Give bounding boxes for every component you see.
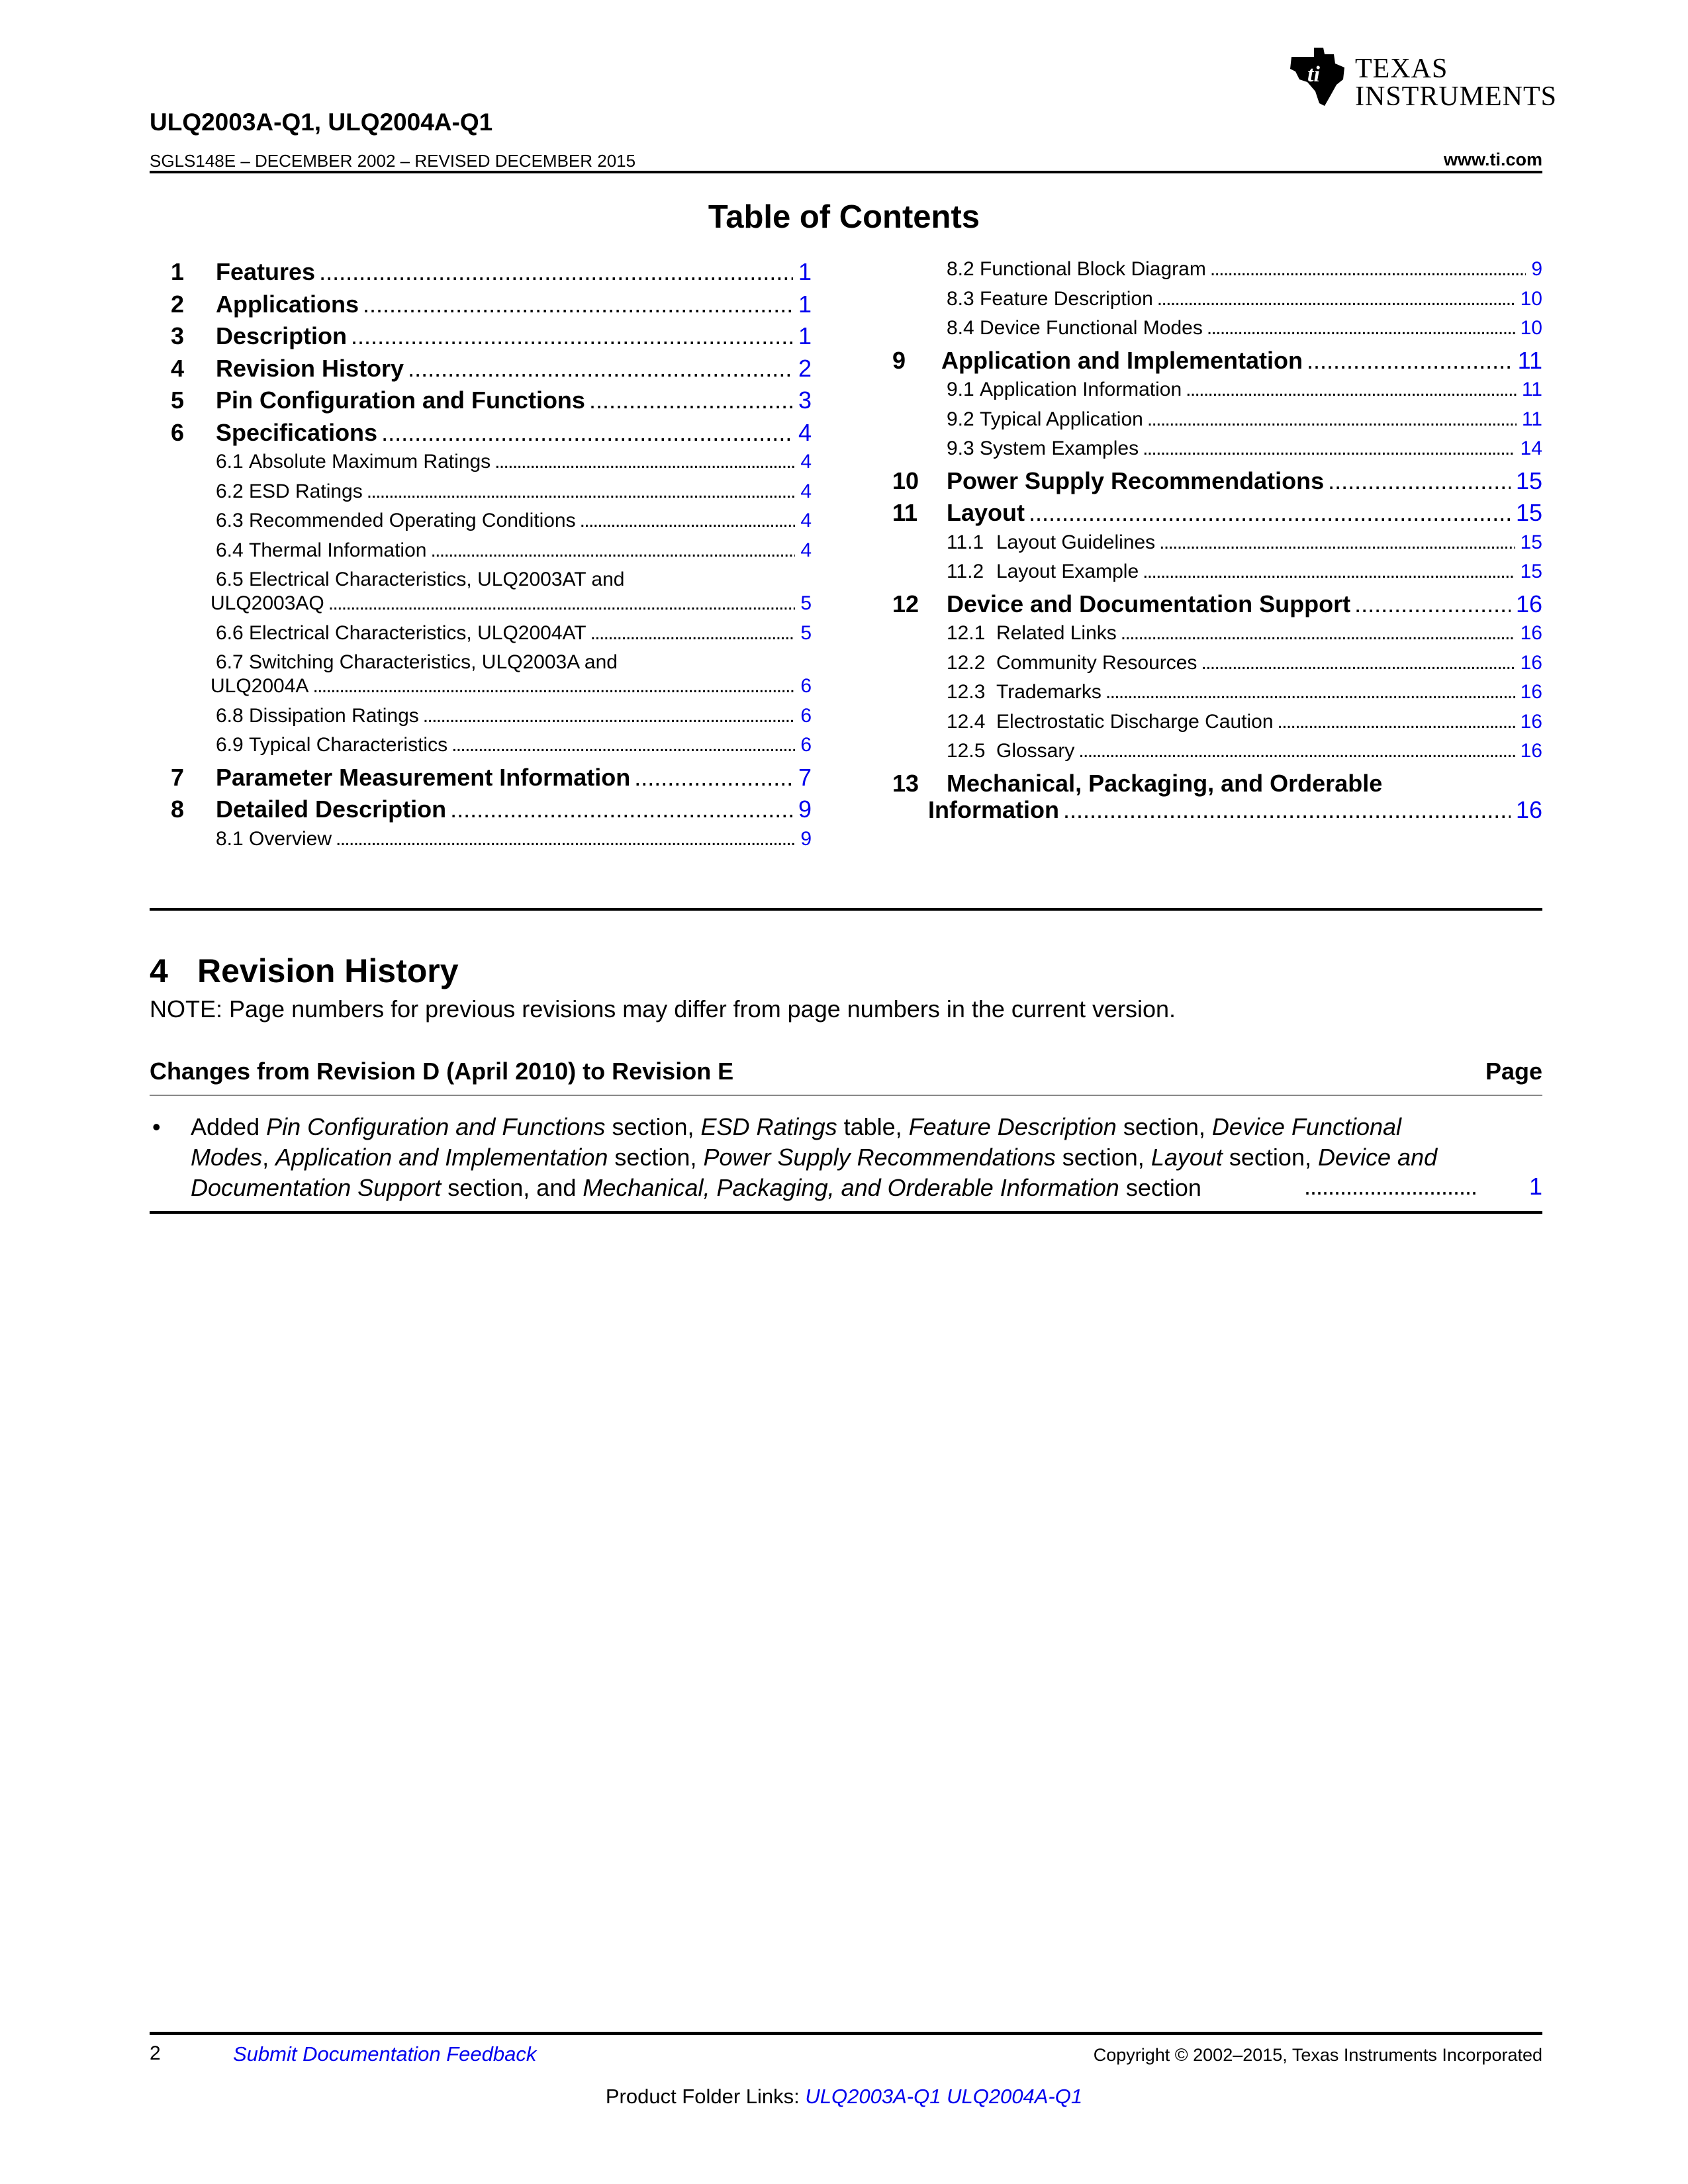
toc-entry-label-continued: ULQ2004A [211,675,309,697]
toc-entry-label: Device and Documentation Support [947,590,1351,617]
toc-page-link[interactable]: 4 [800,510,812,531]
toc-page-link[interactable]: 6 [800,734,812,756]
toc-page-link[interactable]: 1 [798,258,812,285]
toc-entry[interactable] [880,769,1542,823]
toc-page-link[interactable]: 16 [1520,681,1542,703]
revision-note: NOTE: Page numbers for previous revisions may differ from page numbers in the current version. [150,995,1176,1023]
toc-entry[interactable] [150,796,812,825]
toc-entry-label: Application Information [980,379,1182,400]
toc-entry-number: 9.1 [947,379,974,400]
toc-entry[interactable] [150,622,812,649]
toc-leader-dots [1210,258,1526,281]
toc-leader-dots [1063,796,1511,824]
toc-leader-dots [1143,437,1515,460]
toc-entry-label: Typical Characteristics [249,734,448,756]
site-url: www.ti.com [1443,150,1542,169]
toc-page-link[interactable]: 1 [798,322,812,349]
header-divider [150,171,1542,173]
toc-page-link[interactable]: 1 [798,290,812,318]
toc-page-link[interactable]: 16 [1515,590,1542,617]
toc-entry-label: Switching Characteristics, ULQ2003A and [249,651,618,673]
toc-entry-label: Recommended Operating Conditions [249,510,576,531]
toc-entry-label: Functional Block Diagram [980,258,1206,280]
toc-leader-dots [1307,347,1513,375]
toc-entry[interactable] [150,539,812,566]
change-text-part: section, [605,1113,701,1140]
toc-entry[interactable] [150,419,812,448]
change-leader-dots: ............................. [1304,1173,1477,1200]
toc-entry[interactable] [880,288,1542,314]
toc-entry-number: 6.3 [216,510,244,531]
toc-entry-label: Applications [216,290,359,318]
toc-entry-label: Layout Guidelines [996,531,1156,553]
toc-leader-dots [363,291,793,318]
change-italic-ref: ESD Ratings [700,1113,837,1140]
folder-link-ulq2003a[interactable]: ULQ2003A-Q1 [805,2085,941,2108]
toc-page-link[interactable]: 10 [1520,287,1542,310]
toc-page-link[interactable]: 15 [1515,467,1542,494]
toc-leader-dots [1157,288,1515,310]
toc-entry-label: Layout Example [996,561,1139,582]
toc-entry[interactable] [150,480,812,507]
toc-page-link[interactable]: 4 [800,539,812,561]
toc-entry[interactable] [150,764,812,793]
toc-entry-label: Electrical Characteristics, ULQ2004AT [249,621,586,644]
change-text-part: section, [608,1144,704,1171]
section-number: 4 [150,952,168,989]
toc-entry-label: Parameter Measurement Information [216,763,631,791]
toc-leader-dots [423,705,796,727]
toc-page-link[interactable]: 2 [798,354,812,382]
toc-entry[interactable] [150,291,812,320]
toc-entry[interactable] [150,705,812,731]
toc-leader-dots [634,764,793,792]
toc-leader-dots [351,322,793,350]
toc-leader-dots [328,592,796,615]
toc-entry-number: 6.4 [216,539,244,561]
toc-page-link[interactable]: 11 [1521,408,1542,430]
toc-entry-number: 12.3 [947,681,986,703]
ti-logo [1288,45,1558,112]
toc-entry-number: 2 [171,290,185,318]
change-text-part: , [262,1144,276,1171]
toc-leader-dots [1029,499,1511,527]
toc-entry-label: Revision History [216,354,404,382]
change-italic-ref: Layout [1150,1144,1223,1171]
toc-leader-dots [1328,467,1511,495]
toc-entry-number: 6.6 [216,621,244,644]
toc-entry-number: 6.5 [216,569,244,590]
toc-entry[interactable] [880,531,1542,558]
toc-leader-dots [1078,740,1515,762]
toc-page-link[interactable]: 15 [1520,561,1542,582]
toc-page-link[interactable]: 6 [800,675,812,697]
toc-title: Table of Contents [708,199,980,235]
toc-page-link[interactable]: 9 [800,827,812,850]
toc-leader-dots [494,451,795,473]
toc-entry-label: Power Supply Recommendations [947,467,1325,494]
bullet-icon: • [152,1113,161,1140]
toc-entry[interactable] [880,347,1542,376]
toc-leader-dots [1201,652,1515,674]
toc-entry[interactable] [150,569,812,614]
toc-leader-dots [580,510,796,532]
toc-entry-number: 7 [171,763,185,791]
toc-entry-number: 6.1 [216,451,244,473]
toc-page-link[interactable]: 15 [1515,499,1542,526]
texas-state-logo-icon [1288,45,1348,108]
svg-text:ti: ti [1307,62,1320,87]
change-text-part: table, [837,1113,909,1140]
toc-page-link[interactable]: 16 [1520,740,1542,762]
toc-page-link[interactable]: 7 [798,763,812,791]
toc-entry-label: Application and Implementation [941,346,1303,374]
toc-page-link[interactable]: 9 [1531,258,1542,280]
toc-entry-label: Specifications [216,418,378,446]
toc-entry-number: 8.1 [216,827,244,850]
toc-page-link[interactable]: 16 [1520,651,1542,674]
toc-leader-dots [1207,317,1515,340]
toc-entry-label: Electrical Characteristics, ULQ2003AT and [249,569,625,590]
toc-entry[interactable] [150,828,812,854]
toc-leader-dots [381,419,793,447]
toc-page-link[interactable]: 11 [1517,346,1542,374]
copyright: Copyright © 2002–2015, Texas Instruments Incorporated [1093,2045,1542,2065]
toc-entry-label: Overview [249,827,332,850]
toc-entry[interactable] [150,387,812,416]
toc-entry-label: Typical Application [980,408,1143,430]
toc-leader-dots [1159,531,1515,554]
toc-entry[interactable] [880,711,1542,737]
toc-leader-dots [1186,379,1517,401]
toc-entry[interactable] [880,258,1542,285]
toc-leader-dots [319,258,793,286]
toc-page-link[interactable]: 9 [798,796,812,823]
change-italic-ref: Mechanical, Packaging, and Orderable Information [583,1174,1119,1201]
toc-leader-dots [1278,711,1515,733]
toc-entry-number: 6.2 [216,480,244,502]
toc-entry-number: 6.9 [216,734,244,756]
logo-wordmark-line1: TEXAS [1355,54,1448,84]
change-text-part: section [1119,1174,1201,1201]
toc-entry-number: 11.1 [947,531,984,553]
toc-divider [150,908,1542,911]
toc-page-link[interactable]: 11 [1521,379,1542,400]
toc-entry-number: 8.2 [947,258,974,280]
toc-entry[interactable] [880,317,1542,343]
change-description [191,1112,1475,1203]
page-number: 2 [150,2042,161,2064]
toc-leader-dots [1105,681,1515,704]
toc-entry[interactable] [150,651,812,697]
toc-entry-number: 9 [892,346,906,374]
toc-page-link[interactable]: 16 [1515,796,1542,823]
toc-leader-dots [1147,408,1517,431]
change-text-part: section, [1055,1144,1151,1171]
toc-page-link[interactable]: 4 [800,451,812,473]
toc-entry-number: 12.5 [947,740,986,762]
toc-entry-label-continued: ULQ2003AQ [211,592,324,614]
toc-entry-number: 5 [171,387,185,414]
toc-entry-label: Absolute Maximum Ratings [249,451,491,473]
toc-entry-label-continued: Information [928,796,1059,823]
change-italic-ref: Power Supply Recommendations [703,1144,1056,1171]
toc-entry-label: Device Functional Modes [980,317,1203,339]
toc-page-link[interactable]: 16 [1520,622,1542,644]
toc-leader-dots [1143,561,1515,583]
toc-entry-label: Description [216,322,348,349]
toc-entry-label: Feature Description [980,287,1153,310]
toc-leader-dots [590,622,796,645]
change-italic-ref: Feature Description [908,1113,1117,1140]
toc-entry[interactable] [150,258,812,287]
toc-entry-number: 8 [171,796,185,823]
toc-page-link[interactable]: 15 [1520,531,1542,553]
toc-entry[interactable] [150,734,812,760]
toc-entry-number: 1 [171,258,185,285]
folder-label: Product Folder Links: [605,2085,806,2108]
toc-entry-label: Electrostatic Discharge Caution [996,710,1274,733]
toc-entry[interactable] [150,322,812,351]
folder-link-ulq2004a[interactable]: ULQ2004A-Q1 [947,2085,1083,2108]
toc-entry[interactable] [880,652,1542,678]
toc-page-link[interactable]: 10 [1520,317,1542,339]
toc-entry[interactable] [880,379,1542,405]
toc-leader-dots [1121,622,1515,645]
document-title: ULQ2003A-Q1, ULQ2004A-Q1 [150,109,493,136]
toc-entry[interactable] [880,622,1542,649]
toc-leader-dots [589,387,793,414]
toc-entry-label: Layout [947,499,1025,526]
toc-entry-number: 4 [171,354,185,382]
changes-bottom-divider [150,1211,1542,1214]
changes-divider [150,1095,1542,1096]
change-italic-ref: Device and Documentation Support [191,1144,1438,1201]
toc-entry-number: 8.3 [947,287,974,310]
product-folder-links [0,2085,1688,2109]
toc-leader-dots [450,796,793,823]
toc-entry-number: 6.7 [216,651,244,673]
toc-entry-number: 8.4 [947,317,974,339]
toc-page-link[interactable]: 16 [1520,710,1542,733]
toc-entry-label: Related Links [996,622,1117,644]
toc-entry-label: Mechanical, Packaging, and Orderable [947,769,1383,797]
change-italic-ref: Application and Implementation [275,1144,608,1171]
toc-page-link[interactable]: 5 [800,592,812,614]
toc-leader-dots [1354,590,1511,618]
toc-entry-number: 6.8 [216,704,244,727]
toc-leader-dots [336,828,795,850]
toc-entry-number: 11 [892,499,918,526]
footer-divider [150,2032,1542,2035]
toc-entry-number: 12 [892,590,919,617]
section-heading [150,952,459,990]
toc-leader-dots [367,480,796,503]
logo-wordmark-line2: INSTRUMENTS [1355,81,1558,112]
toc-entry-label: Thermal Information [249,539,427,561]
changes-title: Changes from Revision D (April 2010) to Revision E [150,1058,734,1085]
toc-entry[interactable] [880,408,1542,435]
toc-entry-number: 6 [171,418,185,446]
toc-leader-dots [312,675,795,698]
toc-page-link[interactable]: 4 [798,418,812,446]
change-text-part: section, [1116,1113,1212,1140]
changes-page-header: Page [1485,1058,1542,1085]
toc-entry-label: ESD Ratings [249,480,363,502]
change-text-part: Added [191,1113,267,1140]
toc-entry-number: 12.1 [947,622,986,644]
toc-page-link[interactable]: 4 [800,480,812,502]
toc-entry-number: 12.2 [947,651,986,674]
toc-entry[interactable] [150,355,812,384]
toc-entry-label: Glossary [996,740,1075,762]
toc-entry-number: 11.2 [947,561,984,582]
change-page-link[interactable]: 1 [1528,1173,1542,1200]
toc-entry-number: 9.2 [947,408,974,430]
toc-page-link[interactable]: 14 [1520,437,1542,459]
toc-entry-number: 10 [892,467,919,494]
toc-entry-number: 9.3 [947,437,974,459]
toc-entry-number: 13 [892,769,919,797]
toc-entry-label: Detailed Description [216,796,447,823]
toc-entry[interactable] [880,681,1542,707]
change-italic-ref: Pin Configuration and Functions [266,1113,606,1140]
toc-entry[interactable] [880,467,1542,496]
change-text-part: section, [1222,1144,1318,1171]
toc-entry[interactable] [880,561,1542,587]
toc-entry-label: Pin Configuration and Functions [216,387,585,414]
submit-feedback-link[interactable]: Submit Documentation Feedback [233,2042,537,2066]
toc-entry-label: System Examples [980,437,1139,459]
toc-entry[interactable] [150,451,812,477]
toc-leader-dots [408,355,793,383]
toc-entry-label: Trademarks [996,681,1102,703]
document-revision: SGLS148E – DECEMBER 2002 – REVISED DECEMBER 2015 [150,151,636,171]
toc-entry[interactable] [880,499,1542,528]
toc-leader-dots [430,539,795,562]
section-title: Revision History [197,952,459,989]
toc-page-link[interactable]: 6 [800,704,812,727]
toc-page-link[interactable]: 5 [800,621,812,644]
toc-entry-label: Community Resources [996,651,1197,674]
toc-entry[interactable] [880,437,1542,464]
toc-entry[interactable] [880,590,1542,619]
toc-entry[interactable] [880,740,1542,766]
toc-leader-dots [451,734,795,756]
toc-entry-number: 12.4 [947,710,986,733]
toc-entry-number: 3 [171,322,185,349]
toc-page-link[interactable]: 3 [798,387,812,414]
toc-entry[interactable] [150,510,812,536]
change-text-part: section, and [441,1174,583,1201]
change-italic-ref: Device Functional Modes [191,1113,1402,1171]
toc-entry-label: Dissipation Ratings [249,704,419,727]
toc-entry-label: Features [216,258,316,285]
